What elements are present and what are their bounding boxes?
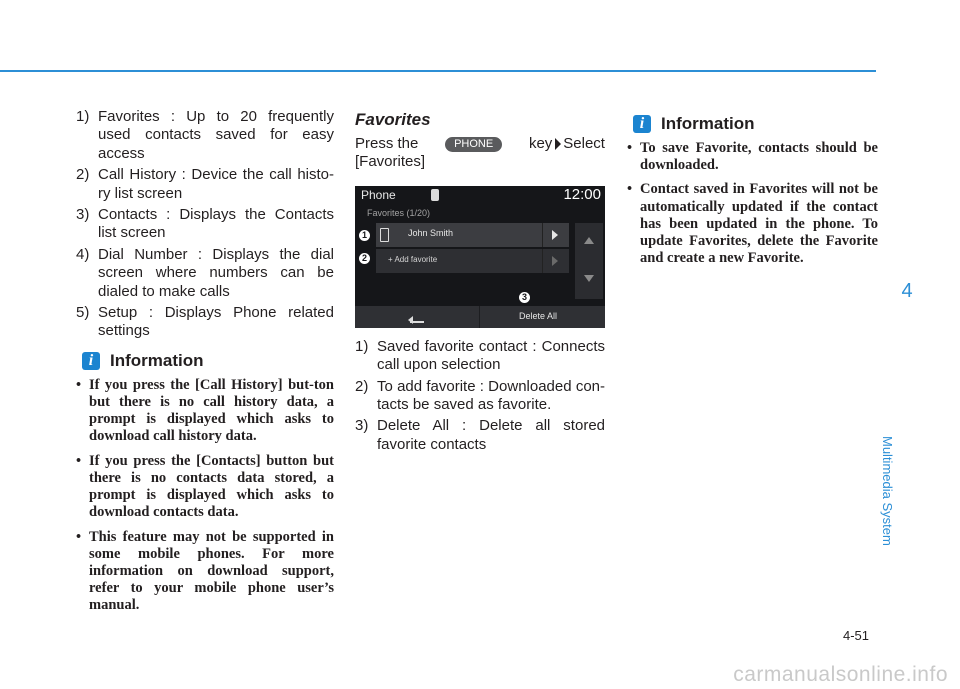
- section-name: Multimedia System: [880, 436, 895, 546]
- column-middle: [355, 108, 605, 457]
- list-item: • If you press the [Call History] but-ton but there is no call history data, a prompt is displayed which asks to download call history data.: [76, 376, 334, 445]
- list-item: 3) Contacts : Displays the Contacts list screen: [76, 206, 334, 242]
- info-icon: i: [633, 115, 651, 133]
- chapter-number: 4: [901, 280, 913, 302]
- information-heading: [82, 351, 334, 371]
- column-right: [627, 108, 878, 274]
- favorite-contact-row: John Smith: [376, 223, 569, 247]
- bluetooth-icon: [431, 189, 439, 201]
- scroll-bar: [575, 223, 603, 299]
- play-icon: [552, 256, 558, 266]
- column-left: [76, 108, 334, 622]
- information-heading: [633, 114, 878, 134]
- favorites-legend-list: [355, 338, 605, 454]
- list-item: 1) Saved favorite contact : Connects call upon selection: [355, 337, 605, 374]
- information-list: [76, 377, 334, 615]
- section-title: Favorites: [355, 110, 431, 129]
- list-item: 1) Favorites : Up to 20 frequently used contacts saved for easy access: [76, 108, 334, 162]
- information-list: [627, 140, 878, 267]
- arrow-down-icon: [584, 275, 594, 282]
- favorites-count: Favorites (1/20): [367, 207, 431, 218]
- instruction: Press the PHONE key Select [Favorites]: [355, 135, 605, 171]
- list-item: 5) Setup : Displays Phone related settings: [76, 304, 334, 340]
- list-item: • If you press the [Contacts] button but there is no contacts data stored, a prompt is displayed which asks to download contacts data.: [76, 452, 334, 521]
- list-item: • To save Favorite, contacts should be downloaded.: [627, 140, 878, 174]
- list-item: 2) Call History : Device the call histo-ry list screen: [76, 166, 334, 202]
- back-icon: [410, 312, 424, 323]
- arrow-up-icon: [584, 237, 594, 244]
- callout-1: 1: [359, 230, 370, 241]
- callout-2: 2: [359, 253, 370, 264]
- arrow-right-icon: [555, 138, 561, 150]
- play-icon: [552, 230, 558, 240]
- phone-icon: [380, 228, 389, 242]
- information-title: Information: [661, 114, 755, 133]
- phone-menu-list: [76, 108, 334, 341]
- list-item: • Contact saved in Favorites will not be automatically updated if the contact has been updated in the phone. To update Favorites, delete the Favorite and create a new Favorite.: [627, 181, 878, 267]
- add-favorite-row: + Add favorite: [376, 249, 569, 273]
- list-item: 3) Delete All : Delete all stored favorite contacts: [355, 417, 605, 453]
- header-rule: [0, 70, 876, 72]
- callout-3: 3: [519, 292, 530, 303]
- screen-clock: 12:00: [563, 185, 601, 203]
- list-item: • This feature may not be supported in some mobile phones. For more information on download support, refer to your mobile phone user’s manual.: [76, 528, 334, 614]
- list-item: 2) To add favorite : Downloaded con-tacts be saved as favorite.: [355, 377, 605, 414]
- phone-favorites-screenshot: [355, 186, 605, 328]
- screen-bottom-bar: [355, 306, 605, 328]
- info-icon: i: [82, 352, 100, 370]
- screen-title: Phone: [361, 187, 396, 202]
- watermark: carmanualsonline.info: [0, 663, 960, 689]
- list-item: 4) Dial Number : Displays the dial screen where numbers can be dialed to make calls: [76, 245, 334, 300]
- delete-all-button: Delete All: [519, 310, 558, 321]
- phone-key-badge: PHONE: [445, 137, 502, 152]
- information-title: Information: [110, 350, 204, 370]
- page-number: 4-51: [843, 628, 870, 643]
